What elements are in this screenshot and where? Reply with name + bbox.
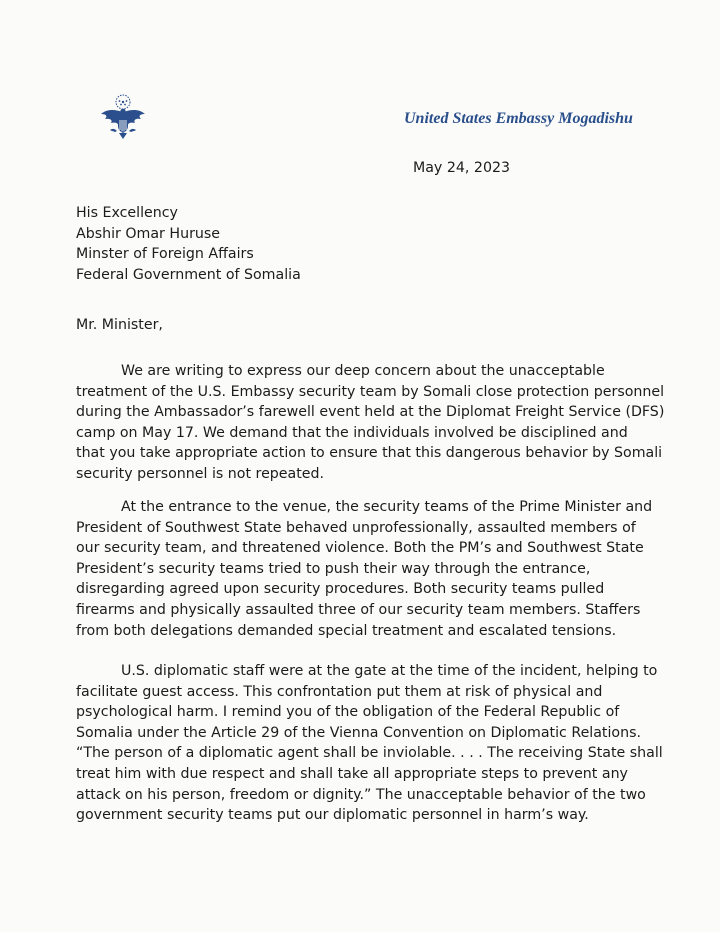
paragraph-line: facilitate guest access. This confrontation put them at risk of physical and [76,683,603,700]
body-paragraph-3 [76,661,663,826]
paragraph-line: “The person of a diplomatic agent shall be inviolable. . . . The receiving State shall [76,745,663,762]
paragraph-line: At the entrance to the venue, the security teams of the Prime Minister and [121,499,653,515]
body-paragraph-2 [76,497,652,641]
body-paragraph-1 [76,361,664,485]
addressee-line: His Excellency [76,205,178,221]
paragraph-line: treat him with due respect and shall take all appropriate steps to prevent any [76,765,628,782]
paragraph-line: U.S. diplomatic staff were at the gate at the time of the incident, helping to [121,663,658,679]
paragraph-line: government security teams put our diplomatic personnel in harm’s way. [76,807,589,824]
paragraph-line: camp on May 17. We demand that the individuals involved be disciplined and [76,424,628,441]
embassy-name: United States Embassy Mogadishu [404,110,633,127]
us-great-seal-icon [96,92,150,146]
paragraph-line: President’s security teams tried to push their way through the entrance, [76,560,591,577]
letter-date: May 24, 2023 [413,160,511,176]
paragraph-line: that you take appropriate action to ensure that this dangerous behavior by Somali [76,445,663,462]
paragraph-line: security personnel is not repeated. [76,465,325,482]
paragraph-line: treatment of the U.S. Embassy security team by Somali close protection personnel [76,383,665,400]
addressee-line: Federal Government of Somalia [76,266,301,283]
paragraph-line: We are writing to express our deep concern about the unacceptable [121,363,605,379]
paragraph-line: psychological harm. I remind you of the obligation of the Federal Republic of [76,704,620,721]
salutation: Mr. Minister, [76,317,163,333]
paragraph-line: Somalia under the Article 29 of the Vienna Convention on Diplomatic Relations. [76,724,642,741]
paragraph-line: firearms and physically assaulted three of our security team members. Staffers [76,601,641,618]
paragraph-line: during the Ambassador’s farewell event held at the Diplomat Freight Service (DFS) [76,404,665,421]
addressee-line: Minster of Foreign Affairs [76,246,254,262]
addressee-block [76,203,301,285]
paragraph-line: from both delegations demanded special treatment and escalated tensions. [76,622,617,639]
paragraph-line: disregarding agreed upon security procedures. Both security teams pulled [76,581,605,598]
paragraph-line: attack on his person, freedom or dignity.” The unacceptable behavior of the two [76,786,646,803]
paragraph-line: President of Southwest State behaved unprofessionally, assaulted members of [76,519,636,536]
paragraph-line: our security team, and threatened violence. Both the PM’s and Southwest State [76,540,644,557]
addressee-line: Abshir Omar Huruse [76,225,221,242]
